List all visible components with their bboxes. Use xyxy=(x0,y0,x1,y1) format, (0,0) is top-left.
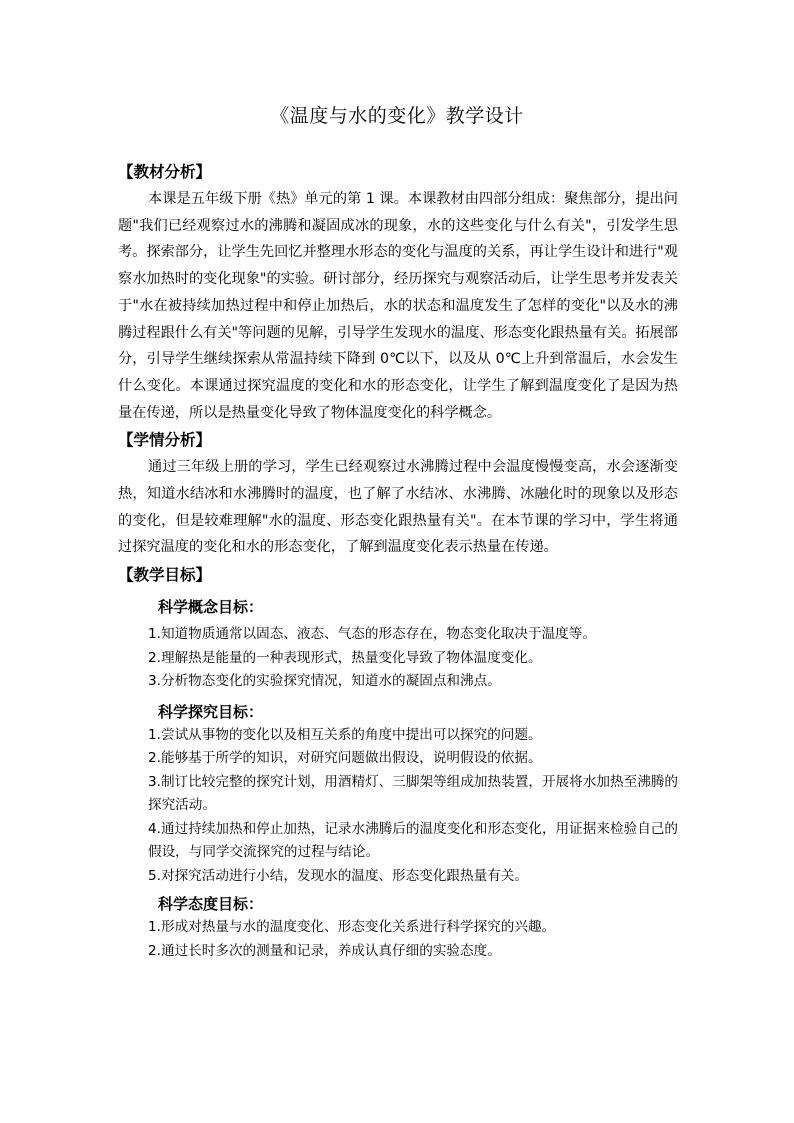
section-heading-material-analysis: 【教材分析】 xyxy=(118,163,212,181)
list-item: 2.理解热是能量的一种表现形式，热量变化导致了物体温度变化。 xyxy=(148,649,542,666)
subheading-attitude-goals: 科学态度目标： xyxy=(158,895,264,914)
list-item: 2.能够基于所学的知识，对研究问题做出假设，说明假设的依据。 xyxy=(148,750,542,767)
material-analysis-paragraph: 本课是五年级下册《热》单元的第 1 课。本课教材由四部分组成：聚焦部分，提出问题"我们已经观察过水的沸腾和凝固成冰的现象，水的这些变化与什么有关"，引发学生思考。探索部分，让学生先回忆并整理水形态的变化与温度的关系，再让学生设计和进行"观察水加热时的变化现象"的实验。研讨部分，经历探究与观察活动后，让学生思考并发表关于"水在被持续加热过程中和停止加热后，水的状态和温度发生了怎样的变化"以及水的沸腾过程跟什么有关"等问题的见解，引导学生发现水的温度、形态变化跟热量有关。拓展部分，引导学生继续探索从常温持续下降到 0℃以下，以及从 0℃上升到常温后，水会发生什么变化。本课通过探究温度的变化和水的形态变化，让学生了解到温度变化了是因为热量在传递，所以是热量变化导致了物体温度变化的科学概念。 xyxy=(118,191,678,421)
document-title: 《温度与水的变化》教学设计 xyxy=(270,105,524,127)
learner-analysis-paragraph: 通过三年级上册的学习，学生已经观察过水沸腾过程中会温度慢慢变高，水会逐渐变热，知道水结冰和水沸腾时的温度，也了解了水结冰、水沸腾、冰融化时的现象以及形态的变化，但是较难理解"水的温度、形态变化跟热量有关"。在本节课的学习中，学生将通过探究温度的变化和水的形态变化，了解到温度变化表示热量在传递。 xyxy=(118,459,678,556)
subheading-inquiry-goals: 科学探究目标： xyxy=(158,702,264,721)
section-heading-teaching-goals: 【教学目标】 xyxy=(118,566,212,585)
list-item: 1.知道物质通常以固态、液态、气态的形态存在，物态变化取决于温度等。 xyxy=(148,626,596,643)
list-item: 2.通过长时多次的测量和记录，养成认真仔细的实验态度。 xyxy=(148,942,501,959)
attitude-goals-list xyxy=(118,916,678,963)
section-heading-learner-analysis: 【学情分析】 xyxy=(118,431,212,450)
subheading-concept-goals: 科学概念目标： xyxy=(158,598,264,617)
concept-goals-list xyxy=(118,623,678,694)
list-item: 4.通过持续加热和停止加热，记录水沸腾后的温度变化和形态变化，用证据来检验自己的假设，与同学交流探究的过程与结论。 xyxy=(148,820,678,861)
document-body xyxy=(118,158,678,963)
list-item: 5.对探究活动进行小结，发现水的温度、形态变化跟热量有关。 xyxy=(148,867,528,884)
list-item: 3.分析物态变化的实验探究情况，知道水的凝固点和沸点。 xyxy=(148,673,501,690)
list-item: 1.形成对热量与水的温度变化、形态变化关系进行科学探究的兴趣。 xyxy=(148,919,556,936)
list-item: 1.尝试从事物的变化以及相互关系的角度中提出可以探究的问题。 xyxy=(148,726,542,743)
inquiry-goals-list xyxy=(118,724,678,889)
list-item: 3.制订比较完整的探究计划，用酒精灯、三脚架等组成加热装置，开展将水加热至沸腾的探究活动。 xyxy=(148,773,678,814)
